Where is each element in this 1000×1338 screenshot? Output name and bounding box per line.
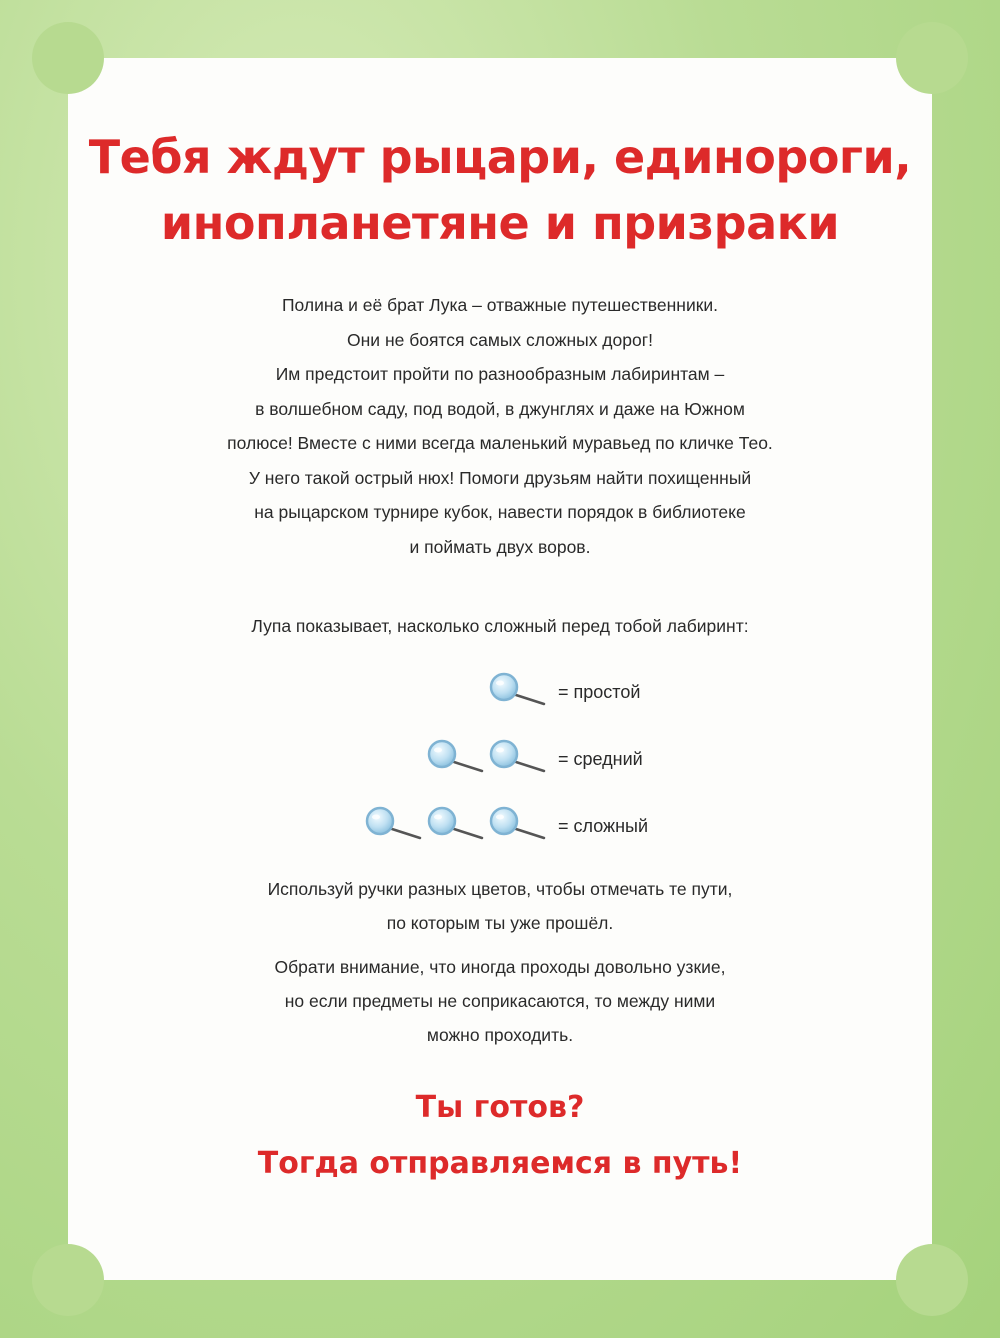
- page-title: [68, 124, 932, 256]
- magnifier-group: [486, 671, 548, 714]
- intro-line: в волшебном саду, под водой, в джунглях и даже на Южном: [255, 398, 745, 419]
- legend-label: = простой: [558, 681, 641, 702]
- tips-section: [108, 872, 892, 1052]
- title-line: инопланетяне и призраки: [160, 196, 840, 250]
- tip-line: можно проходить.: [426, 1025, 574, 1045]
- intro-line: и поймать двух воров.: [409, 536, 591, 557]
- magnifier-icon: [424, 805, 486, 843]
- magnifier-group: [362, 805, 548, 848]
- magnifier-icon: [486, 671, 548, 709]
- cta-line: Тогда отправляемся в путь!: [257, 1146, 743, 1181]
- magnifier-group: [424, 738, 548, 781]
- intro-paragraph: [108, 288, 892, 564]
- tip-line: по которым ты уже прошёл.: [386, 913, 614, 933]
- intro-line: Они не боятся самых сложных дорог!: [347, 329, 653, 350]
- cta-line: Ты готов?: [415, 1090, 585, 1125]
- magnifier-icon: [486, 738, 548, 776]
- intro-line: Полина и её брат Лука – отважные путешественники.: [281, 295, 719, 315]
- call-to-action: [68, 1080, 932, 1192]
- title-line: Тебя ждут рыцари, единороги,: [88, 130, 912, 184]
- corner-notch: [896, 22, 968, 94]
- intro-line: полюсе! Вместе с ними всегда маленький муравьед по кличке Тео.: [227, 433, 773, 453]
- tip-line: Обрати внимание, что иногда проходы довольно узкие,: [274, 957, 726, 977]
- corner-notch: [32, 1244, 104, 1316]
- tip-line: но если предметы не соприкасаются, то между ними: [284, 991, 716, 1011]
- intro-line: У него такой острый нюх! Помоги друзьям найти похищенный: [248, 467, 752, 488]
- legend-label: = сложный: [558, 815, 648, 836]
- intro-line: Им предстоит пройти по разнообразным лабиринтам –: [275, 364, 725, 384]
- magnifier-icon: [486, 805, 548, 843]
- magnifier-icon: [424, 738, 486, 776]
- legend-row-easy: [68, 670, 680, 714]
- content-card: [68, 58, 932, 1280]
- legend-row-medium: [68, 737, 680, 781]
- intro-line: на рыцарском турнире кубок, навести порядок в библиотеке: [254, 502, 746, 522]
- tip-line: Используй ручки разных цветов, чтобы отмечать те пути,: [267, 879, 733, 899]
- legend-row-hard: [68, 804, 680, 848]
- corner-notch: [32, 22, 104, 94]
- corner-notch: [896, 1244, 968, 1316]
- difficulty-legend-caption: Лупа показывает, насколько сложный перед тобой лабиринт:: [251, 616, 749, 636]
- magnifier-icon: [362, 805, 424, 843]
- legend-label: = средний: [558, 748, 643, 769]
